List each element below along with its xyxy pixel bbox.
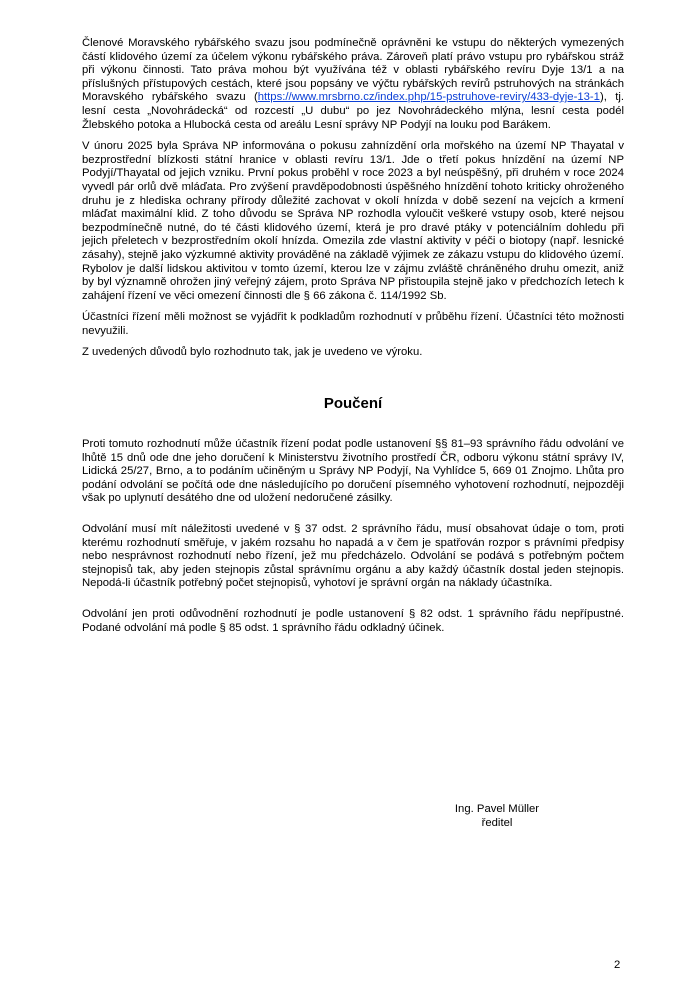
paragraph-conclusion: Z uvedených důvodů bylo rozhodnuto tak, jak je uvedeno ve výroku. — [82, 346, 423, 359]
signatory-name: Ing. Pavel Müller — [454, 803, 540, 815]
paragraph-appeal-effect: Odvolání jen proti odůvodnění rozhodnutí je podle ustanovení § 82 odst. 1 správního řádu nepřípustné. Podané odvolání má podle § 85 odst. 1 správního řádu odkladný účinek. — [82, 608, 624, 634]
signature-block — [450, 803, 544, 830]
mrs-website-link[interactable]: https://www.mrsbrno.cz/index.php/15-pstruhove-reviry/433-dyje-13-1 — [257, 91, 600, 104]
paragraph-fishing-rights-text-b: ), tj. lesní cesta „Novohrádecká“ od rozcestí „U dubu“ po jez Novohrádeckého mlýna, lesní cesta podél Žlebského potoka a Hlubocká cesta od areálu Lesní správy NP Podyjí na louku pod Barákem. — [82, 91, 624, 131]
document-page — [82, 37, 624, 652]
page-number: 2 — [614, 959, 621, 971]
section-heading-pouceni: Poučení — [323, 395, 383, 413]
paragraph-appeal-deadline: Proti tomuto rozhodnutí může účastník řízení podat podle ustanovení §§ 81–93 správního řádu odvolání ve lhůtě 15 dnů ode dne jeho doručení k Ministerstvu životního prostředí ČR, odboru výkonu státní správy IV, Lidická 25/27, Brno, a to podáním učiněným u Správy NP Podyjí, Na Vyhlídce 5, 669 01 Znojmo. Lhůta pro podání odvolání se počítá ode dne následujícího po doručení písemného vyhotovení rozhodnutí, nejpozději však po uplynutí desátého dne od uložení nedoručené zásilky. — [82, 438, 624, 505]
paragraph-fishing-rights — [82, 37, 624, 132]
paragraph-appeal-requirements: Odvolání musí mít náležitosti uvedené v § 37 odst. 2 správního řádu, musí obsahovat údaje o tom, proti kterému rozhodnutí směřuje, v jakém rozsahu ho napadá a v čem je spatřován rozpor s právními předpisy nebo nesprávnost rozhodnutí nebo řízení, jež mu předcházelo. Odvolání se podává s potřebným počtem stejnopisů tak, aby jeden stejnopis zůstal správnímu orgánu a aby každý účastník dostal jeden stejnopis. Nepodá-li účastník potřebný počet stejnopisů, vyhotoví je správní orgán na náklady účastníka. — [82, 523, 624, 590]
paragraph-fishing-rights-text-a: Členové Moravského rybářského svazu jsou podmínečně oprávněni ke vstupu do některých vymezených částí klidového území za účelem výkonu rybářského práva. Zároveň platí právo vstupu pro rybářskou stráž při výkonu činnosti. Tato práva mohou být využívána též v oblasti rybářského revíru Dyje 13/1 a na příslušných přístupových cestách, které jsou popsány ve výčtu rybářských revírů pstruhových na stránkách Moravského rybářského svazu ( — [82, 37, 624, 104]
signatory-title: ředitel — [481, 816, 513, 829]
paragraph-participants: Účastníci řízení měli možnost se vyjádřit k podkladům rozhodnutí v průběhu řízení. Účastníci této možnosti nevyužili. — [82, 311, 624, 337]
paragraph-eagle-nesting: V únoru 2025 byla Správa NP informována o pokusu zahnízdění orla mořského na území NP Thayatal v bezprostřední blízkosti státní hranice v oblasti revíru 13/1. Jde o třetí pokus hnízdění na území NP Podyjí/Thayatal od jejich vzniku. První pokus proběhl v roce 2023 a byl neúspěšný, při druhém v roce 2024 vyvedl pár orlů dvě mláďata. Pro zvýšení pravděpodobnosti úspěšného hnízdění tohoto kriticky ohroženého druhu je z hlediska ochrany přírody důležité zachovat v okolí hnízda v době sezení na vejcích a krmení mláďat maximální klid. Z toho důvodu se Správa NP rozhodla vyloučit veškeré vstupy osob, které nejsou bezpodmínečně nutné, do té části klidového území, která je pro dravé ptáky v potenciálním dohledu při jejich přeletech v bezprostředním okolí hnízda. Omezila zde vlastní aktivity v péči o biotopy (např. lesnické zásahy), stejně jako výzkumné aktivity prováděné na základě výjimek ze zákazu vstupu do klidového území. Rybolov je další lidskou aktivitou v tomto území, kterou lze v zájmu zvláště chráněného druhu omezit, aniž by byl významně ohrožen jiný veřejný zájem, proto Správa NP přistoupila stejně jako v předchozích letech k zahájení řízení ve věci omezení činnosti dle § 66 zákona č. 114/1992 Sb. — [82, 140, 624, 302]
